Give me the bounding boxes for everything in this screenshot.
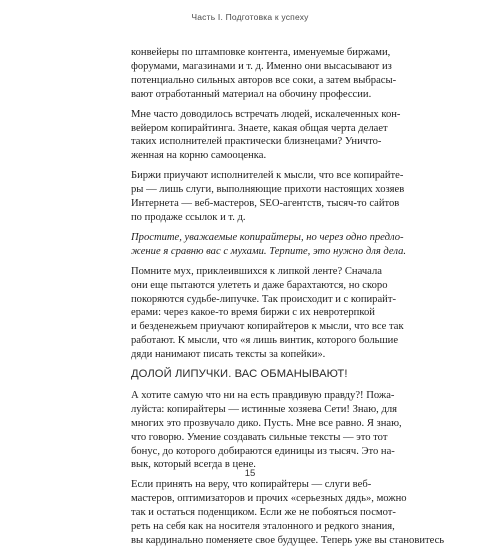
text-line: женная на корню самооценка.	[131, 150, 267, 162]
text-line: покоряются судьбе-липучке. Так происходит и с копирайт-	[131, 293, 396, 305]
text-line: мастеров, оптимизаторов и прочих «серьезных дядь», можно	[131, 493, 407, 505]
text-line: Интернета — веб-мастеров, SEO-агентств, тысяч-то сайтов	[131, 198, 400, 210]
text-line: луйста: копирайтеры — истинные хозяева Сети! Знаю, для	[131, 403, 398, 415]
text-line: вык, который всегда в цене.	[131, 459, 256, 471]
text-line: дяди нанимают писать тексты за копейки».	[131, 349, 326, 361]
text-line: ерами: через какое-то время биржи с их невротерпкой	[131, 307, 375, 319]
text-line: вают отработанный материал на обочину профессии.	[131, 88, 372, 100]
text-line: ры — лишь слуги, выполняющие прихоти настоящих хозяев	[131, 184, 405, 196]
text-line: Помните мух, приклеившихся к липкой ленте? Сначала	[131, 265, 382, 277]
italic-aside	[131, 231, 407, 259]
text-line: и безденежьем приучают копирайтеров к мысли, что все так	[131, 321, 404, 333]
text-line: работают. К мысли, что «я лишь винтик, которого большие	[131, 335, 399, 347]
paragraph-3	[131, 169, 405, 225]
text-line: реть на себя как на носителя эталонного и редкого знания,	[131, 521, 395, 533]
text-line: А хотите самую что ни на есть правдивую правду?! Пожа-	[131, 389, 395, 401]
paragraph-6	[131, 389, 402, 472]
text-line: потенциально сильных авторов все соки, а затем выбрасы-	[131, 74, 397, 86]
text-line: форумами, магазинами и т. д. Именно они высасывают из	[131, 60, 392, 72]
text-line: так и остаться поденщиком. Если же не побояться посмот-	[131, 507, 396, 519]
text-line: бонус, до которого добираются единицы из тысяч. Это на-	[131, 445, 395, 457]
text-line: по продаже ссылок и т. д.	[131, 211, 246, 223]
section-heading: ДОЛОЙ ЛИПУЧКИ. ВАС ОБМАНЫВАЮТ!	[131, 368, 348, 381]
text-line: Мне часто доводилось встречать людей, искалеченных кон-	[131, 108, 401, 120]
paragraph-2	[131, 108, 401, 164]
text-line: конвейеры по штамповке контента, именуемые биржами,	[131, 47, 391, 58]
paragraph-1	[131, 46, 397, 102]
text-line: они еще пытаются улететь и даже барахтаются, но скоро	[131, 279, 388, 291]
text-line: таких исполнителей практически близнецами? Уничто-	[131, 136, 382, 148]
text-line: жение я сравню вас с мухами. Терпите, это нужно для дела.	[131, 245, 407, 257]
text-line: вы кардинально поменяете свое будущее. Теперь уже вы становитесь	[131, 535, 445, 546]
paragraph-7	[131, 478, 445, 548]
paragraph-5	[131, 265, 404, 362]
text-line: что говорю. Умение создавать сильные тексты — это тот	[131, 431, 388, 443]
text-line: Биржи приучают исполнителей к мысли, что все копирайте-	[131, 170, 404, 182]
text-line: Простите, уважаемые копирайтеры, но через одно предло-	[131, 231, 404, 243]
page-number: 15	[244, 468, 256, 479]
text-line: многих это прозвучало дико. Пусть. Мне все равно. Я знаю,	[131, 417, 402, 429]
running-header: Часть I. Подготовка к успеху	[191, 12, 309, 22]
text-line: вейером копирайтинга. Знаете, какая общая черта делает	[131, 122, 388, 134]
text-line: Если принять на веру, что копирайтеры — слуги веб-	[131, 479, 372, 491]
